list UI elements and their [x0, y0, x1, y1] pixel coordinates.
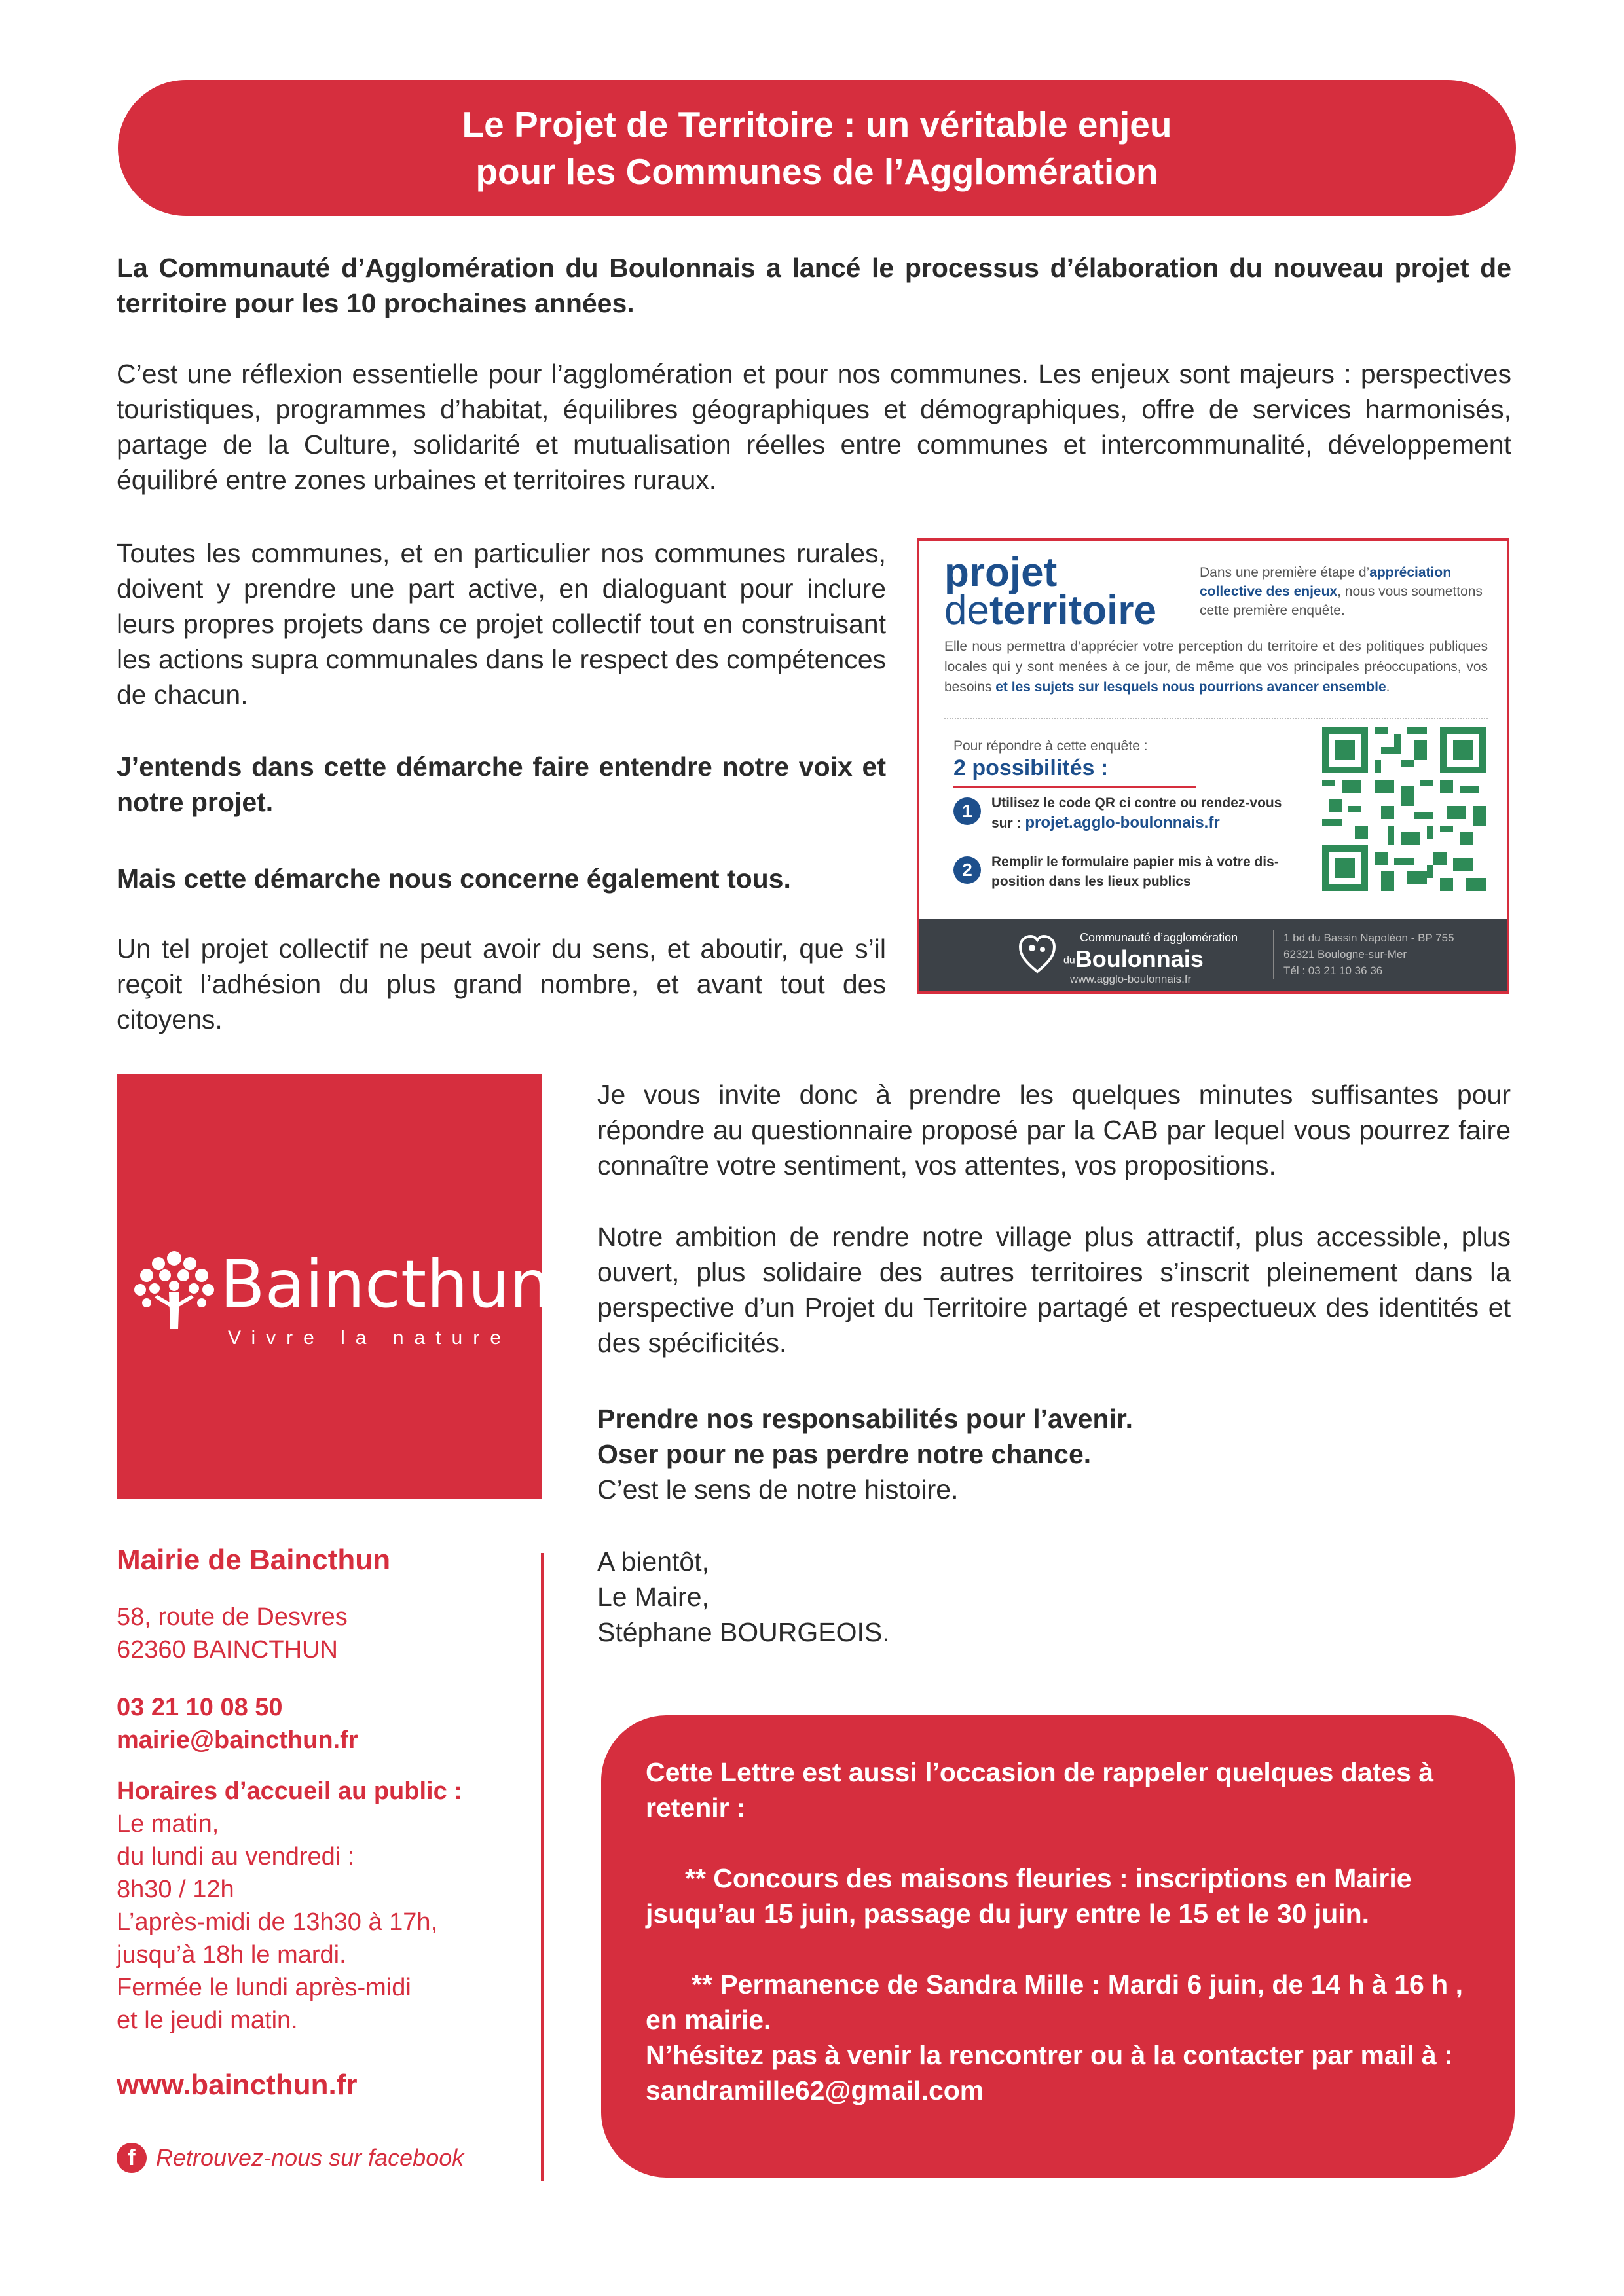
survey-respond-label: Pour répondre à cette enquête : [953, 738, 1148, 754]
dates-reminder-box [601, 1715, 1515, 2178]
qr-code-icon[interactable] [1322, 727, 1486, 891]
contact-divider [541, 1553, 544, 2181]
baincthun-name: Baincthun [220, 1246, 551, 1322]
survey-two-options: 2 possibilités : [953, 756, 1109, 780]
title-banner [118, 80, 1516, 216]
hours-line: Le matin, [117, 1810, 219, 1838]
mairie-title: Mairie de Baincthun [117, 1544, 391, 1576]
stakes-paragraph: C’est une réflexion essentielle pour l’agglomération et pour nos communes. Les enjeux sont majeurs : perspectives touristiques, programmes d’habitat, équilibres géographiques et démographiques, offre de services harmonisés, partage de la Culture, solidarité et mutualisation réelles entre communes et intercommunalité, développement équilibré entre zones urbaines et territoires ruraux. [117, 359, 1511, 495]
survey-description: Dans une première étape d’appréciation collective des enjeux, nous vous soumettons cette première enquête. [1200, 565, 1483, 618]
voice-paragraph: J’entends dans cette démarche faire entendre notre voix et notre projet. [117, 752, 886, 817]
survey-insert [917, 538, 1509, 994]
survey-text: Elle nous permettra d’apprécier votre perception du territoire et des politiques publiques locales qui y sont menées à ce jour, de même que vos principales préoccupations, vos besoins et les sujets sur lesquels nous pourrions avancer ensemble. [944, 639, 1488, 695]
dates-item-contact: N’hésitez pas à venir la rencontrer ou à la contacter par mail à : sandramille62@gmail.com [646, 2040, 1453, 2105]
intro-paragraph: La Communauté d’Agglomération du Boulonnais a lancé le processus d’élaboration du nouveau projet de territoire pour les 10 prochaines années. [117, 253, 1511, 318]
option-1-number: 1 [953, 797, 981, 825]
concern-paragraph: Mais cette démarche nous concerne également tous. [117, 864, 791, 894]
hours-line: et le jeudi matin. [117, 2007, 298, 2034]
signature-block: A bientôt, Le Maire, Stéphane BOURGEOIS. [597, 1546, 890, 1647]
option-2-text: Remplir le formulaire papier mis à votre dis- position dans les lieux publics [991, 854, 1279, 889]
motto-block: Prendre nos responsabilités pour l’avenir. Oser pour ne pas perdre notre chance. C’est le sens de notre histoire. [597, 1404, 1133, 1504]
hours-line: du lundi au vendredi : [117, 1843, 355, 1870]
cab-address: 1 bd du Bassin Napoléon - BP 755 62321 Boulogne-sur-Mer Tél : 03 21 10 36 36 [1273, 930, 1454, 979]
phone-number[interactable]: 03 21 10 08 50 [117, 1694, 283, 1721]
dates-item-permanence: ** Permanence de Sandra Mille : Mardi 6 juin, de 14 h à 16 h , en mairie. [646, 1969, 1464, 2035]
communes-paragraph: Toutes les communes, et en particulier nos communes rurales, doivent y prendre une part active, en dialoguant pour inclure leurs propres projets dans ce projet collectif tout en construisant les actions supra communales dans le respect des compétences de chacun. [117, 538, 886, 710]
cab-small-label: Communauté d’agglomération [1080, 931, 1238, 944]
cab-heart-icon [1018, 934, 1057, 975]
website-link[interactable]: www.baincthun.fr [117, 2069, 358, 2101]
survey-separator [944, 718, 1488, 719]
facebook-link[interactable] [117, 2141, 536, 2174]
invite-paragraph: Je vous invite donc à prendre les quelques minutes suffisantes pour répondre au questionnaire proposé par la CAB par lequel vous pourrez faire connaître votre sentiment, vos attentes, vos propositions. [597, 1080, 1511, 1180]
title-line-2: pour les Communes de l’Agglomération [475, 151, 1158, 192]
hours-line: Fermée le lundi après-midi [117, 1974, 411, 2001]
option-1-text: Utilisez le code QR ci contre ou rendez-vous sur : projet.agglo-boulonnais.fr [991, 795, 1282, 831]
facebook-label: Retrouvez-nous sur facebook [156, 2144, 464, 2171]
facebook-icon: f [117, 2143, 147, 2173]
tree-icon [128, 1245, 220, 1337]
ambition-paragraph: Notre ambition de rendre notre village plus attractif, plus accessible, plus ouvert, plus solidaire des autres territoires s’inscrit pleinement dans la perspective d’un Projet du Territoire partagé et respectueux des identités et des spécificités. [597, 1222, 1511, 1358]
contact-column [117, 1542, 536, 2174]
address-line-1: 58, route de Desvres [117, 1603, 348, 1631]
baincthun-tagline: Vivre la nature [228, 1327, 511, 1349]
hours-line: jusqu’à 18h le mardi. [117, 1941, 346, 1969]
address-line-2: 62360 BAINCTHUN [117, 1636, 338, 1664]
cab-name: duBoulonnais [1063, 945, 1204, 972]
baincthun-logo-panel [117, 1074, 551, 1499]
email-link[interactable]: mairie@baincthun.fr [117, 1726, 358, 1754]
projet-territoire-logo: projet deterritoire [944, 550, 1156, 633]
dates-intro: Cette Lettre est aussi l’occasion de rappeler quelques dates à retenir : [646, 1757, 1434, 1823]
survey-underline [953, 786, 1196, 788]
survey-url-link[interactable]: projet.agglo-boulonnais.fr [1025, 814, 1220, 831]
hours-line: 8h30 / 12h [117, 1876, 234, 1903]
cab-footer [919, 919, 1507, 991]
option-2-number: 2 [953, 856, 981, 884]
hours-line: L’après-midi de 13h30 à 17h, [117, 1908, 438, 1936]
citizens-paragraph: Un tel projet collectif ne peut avoir du sens, et aboutir, que s’il reçoit l’adhésion du plus grand nombre, et avant tout des citoyens. [117, 934, 886, 1034]
hours-title: Horaires d’accueil au public : [117, 1777, 462, 1805]
cab-website[interactable]: www.agglo-boulonnais.fr [1070, 973, 1192, 985]
dates-item-contest: ** Concours des maisons fleuries : inscriptions en Mairie jsuqu’au 15 juin, passage du jury entre le 15 et le 30 juin. [646, 1863, 1412, 1929]
title-line-1: Le Projet de Territoire : un véritable enjeu [462, 104, 1172, 145]
